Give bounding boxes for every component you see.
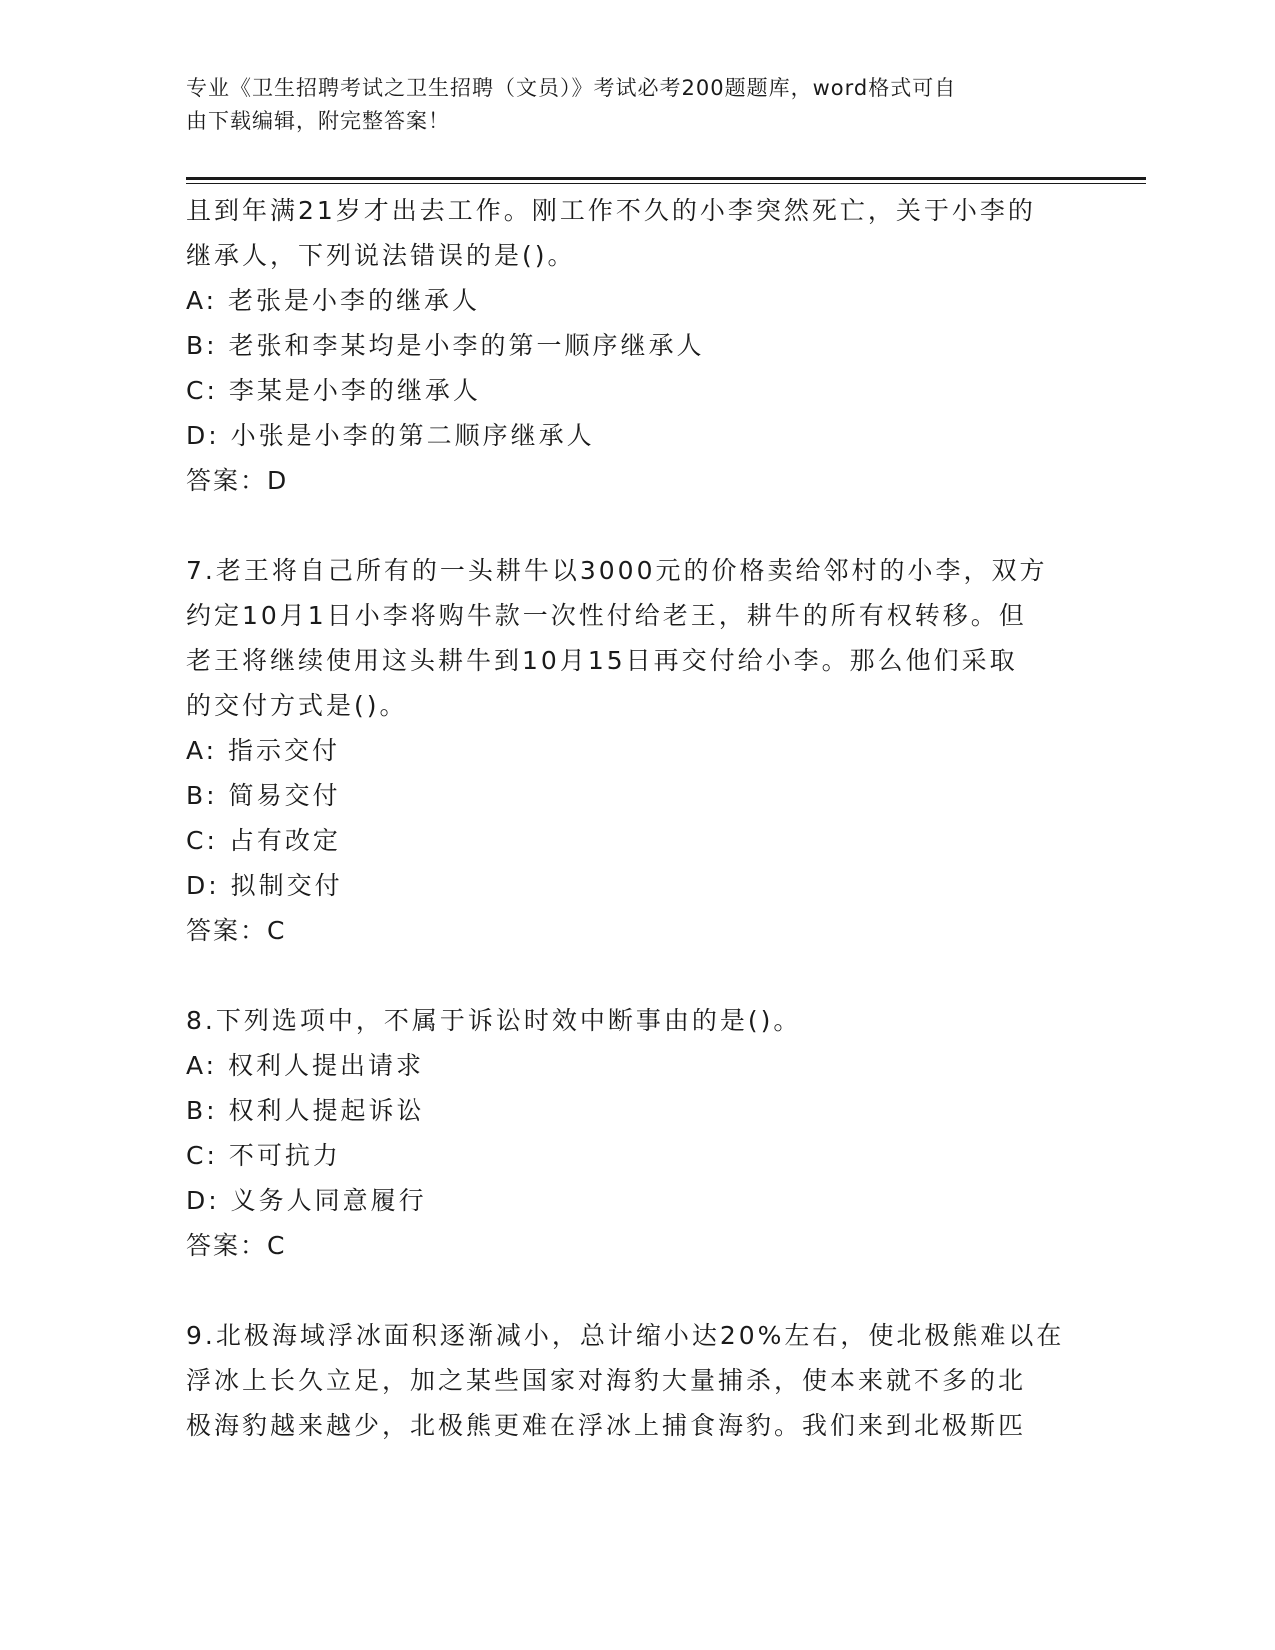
question-stem-line: 9.北极海域浮冰面积逐渐减小，总计缩小达20%左右，使北极熊难以在 xyxy=(186,1321,1065,1350)
header-divider-thick xyxy=(186,177,1146,180)
answer-line: 答案：C xyxy=(186,916,287,945)
option-c: C: 李某是小李的继承人 xyxy=(186,376,481,405)
question-stem-line: 且到年满21岁才出去工作。刚工作不久的小李突然死亡，关于小李的 xyxy=(186,196,1036,225)
option-b: B: 老张和李某均是小李的第一顺序继承人 xyxy=(186,331,705,360)
question-stem-line: 约定10月1日小李将购牛款一次性付给老王，耕牛的所有权转移。但 xyxy=(186,601,1027,630)
option-d: D: 拟制交付 xyxy=(186,871,343,900)
question-stem-line: 的交付方式是()。 xyxy=(186,691,408,720)
question-block xyxy=(186,998,1086,1268)
spacer xyxy=(186,503,1086,548)
option-c: C: 不可抗力 xyxy=(186,1141,341,1170)
question-block xyxy=(186,188,1086,503)
question-block xyxy=(186,548,1086,953)
header-line: 专业《卫生招聘考试之卫生招聘（文员）》考试必考200题题库，word格式可自 xyxy=(186,76,957,100)
question-stem-line: 极海豹越来越少，北极熊更难在浮冰上捕食海豹。我们来到北极斯匹 xyxy=(186,1411,1027,1440)
spacer xyxy=(186,953,1086,998)
option-d: D: 小张是小李的第二顺序继承人 xyxy=(186,421,595,450)
option-d: D: 义务人同意履行 xyxy=(186,1186,427,1215)
question-stem-line: 浮冰上长久立足，加之某些国家对海豹大量捕杀，使本来就不多的北 xyxy=(186,1366,1027,1395)
question-stem-line: 7.老王将自己所有的一头耕牛以3000元的价格卖给邻村的小李，双方 xyxy=(186,556,1048,585)
question-stem-line: 继承人，下列说法错误的是()。 xyxy=(186,241,576,270)
document-body xyxy=(186,188,1086,1448)
option-a: A: 老张是小李的继承人 xyxy=(186,286,481,315)
header-line: 由下载编辑，附完整答案！ xyxy=(186,109,450,133)
spacer xyxy=(186,1268,1086,1313)
document-header xyxy=(186,72,1086,138)
option-c: C: 占有改定 xyxy=(186,826,341,855)
option-b: B: 简易交付 xyxy=(186,781,341,810)
question-block xyxy=(186,1313,1086,1448)
header-divider-thin xyxy=(186,183,1146,184)
answer-line: 答案：C xyxy=(186,1231,287,1260)
question-stem-line: 8.下列选项中，不属于诉讼时效中断事由的是()。 xyxy=(186,1006,802,1035)
answer-line: 答案：D xyxy=(186,466,289,495)
option-a: A: 指示交付 xyxy=(186,736,341,765)
option-b: B: 权利人提起诉讼 xyxy=(186,1096,425,1125)
option-a: A: 权利人提出请求 xyxy=(186,1051,425,1080)
question-stem-line: 老王将继续使用这头耕牛到10月15日再交付给小李。那么他们采取 xyxy=(186,646,1018,675)
